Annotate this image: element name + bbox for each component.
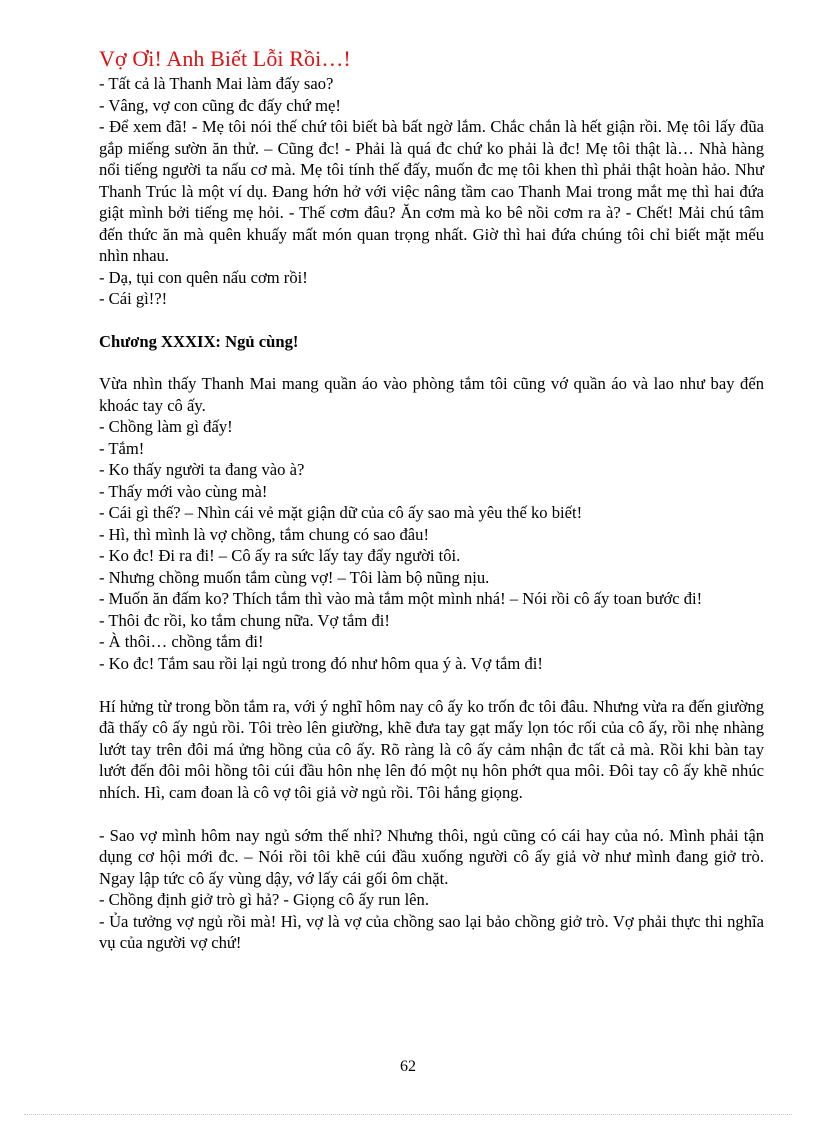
dialogue-line: - Thấy mới vào cùng mà! [99, 481, 268, 501]
dialogue-line: - Chồng làm gì đấy! [99, 417, 233, 436]
document-page [99, 46, 764, 954]
dialogue-line: - Tất cả là Thanh Mai làm đấy sao? [99, 74, 334, 93]
dialogue-line: - Ko thấy người ta đang vào à? [99, 460, 305, 479]
paragraph: - Ủa tưởng vợ ngủ rồi mà! Hì, vợ là vợ của chồng sao lại bảo chồng giở trò. Vợ phải thực thi nghĩa vụ của người vợ chứ! [99, 911, 764, 952]
paragraph-gap [99, 674, 764, 696]
chapter-title: Chương XXXIX: Ngủ cùng! [99, 331, 299, 351]
dialogue-line: - Ko đc! Đi ra đi! – Cô ấy ra sức lấy tay đẩy người tôi. [99, 546, 461, 565]
dialogue-line: - Nhưng chồng muốn tắm cùng vợ! – Tôi làm bộ nũng nịu. [99, 567, 490, 587]
dialogue-line: - Thôi đc rồi, ko tắm chung nữa. Vợ tắm đi! [99, 610, 390, 630]
paragraph: - Sao vợ mình hôm nay ngủ sớm thế nhỉ? Nhưng thôi, ngủ cũng có cái hay của nó. Mình phải tận dụng cơ hội mới đc. – Nói rồi tôi khẽ cúi đầu xuống người cô ấy giả vờ như mình đang giở trò. Ngay lập tức cô ấy vùng dậy, vớ lấy cái gối ôm chặt. [99, 825, 764, 888]
paragraph: - Để xem đã! - Mẹ tôi nói thế chứ tôi biết bà bất ngờ lắm. Chắc chắn là hết giận rồi. Mẹ tôi lấy đũa gắp miếng sườn ăn thử. – Cũng đc! - Phải là quá đc chứ ko phải là đc! Mẹ tôi thật là… Nhà hàng nổi tiếng người ta nấu cơ mà. Mẹ tôi tính thế đấy, muốn đc mẹ tôi khen thì phải thật hoàn hảo. Như Thanh Trúc là một ví dụ. Đang hớn hở với việc nâng tầm cao Thanh Mai trong mắt mẹ thì hai đứa giật mình bởi tiếng mẹ hỏi. - Thế cơm đâu? Ăn cơm mà ko bê nồi cơm ra à? - Chết! Mải chú tâm đến thức ăn mà quên khuấy mất món quan trọng nhất. Giờ thì hai đứa chúng tôi chỉ biết mặt mếu nhìn nhau. [99, 117, 764, 265]
paragraph: - Muốn ăn đấm ko? Thích tắm thì vào mà tắm một mình nhá! – Nói rồi cô ấy toan bước đi! [99, 589, 703, 608]
paragraph: Hí hửng từ trong bồn tắm ra, với ý nghĩ hôm nay cô ấy ko trốn đc tôi đâu. Nhưng vừa ra đến giường đã thấy cô ấy ngủ rồi. Tôi trèo lên giường, khẽ đưa tay gạt mấy lọn tóc rối của cô ấy, rồi nhẹ nhàng lướt tay trên đôi má ửng hồng của cô ấy. Rõ ràng là cô ấy cảm nhận đc tất cả mà. Rồi khi bàn tay lướt đến đôi môi hồng tôi cúi đầu hôn nhẹ lên đó một nụ hôn phớt qua môi. Đôi tay cô ấy khẽ nhúc nhích. Hì, cam đoan là cô vợ tôi giả vờ ngủ rồi. Tôi hắng giọng. [99, 696, 764, 802]
dialogue-line: - À thôi… chồng tắm đi! [99, 632, 264, 651]
dialogue-line: - Hì, thì mình là vợ chồng, tắm chung có sao đâu! [99, 524, 429, 544]
dialogue-line: - Dạ, tụi con quên nấu cơm rồi! [99, 267, 308, 287]
paragraph: Vừa nhìn thấy Thanh Mai mang quần áo vào phòng tắm tôi cũng vớ quần áo và lao như bay đến khoác tay cô ấy. [99, 374, 764, 415]
dialogue-line: - Vâng, vợ con cũng đc đấy chứ mẹ! [99, 95, 341, 115]
dialogue-line: - Cái gì thế? – Nhìn cái vẻ mặt giận dữ của cô ấy sao mà yêu thế ko biết! [99, 503, 583, 522]
header-title: Vợ Ơi! Anh Biết Lỗi Rồi…! [99, 46, 351, 71]
page-number: 62 [400, 1058, 416, 1075]
paragraph-gap [99, 803, 764, 825]
page-bottom-divider [24, 1114, 792, 1115]
dialogue-line: - Tắm! [99, 438, 145, 458]
dialogue-line: - Cái gì!?! [99, 289, 168, 308]
dialogue-line: - Chồng định giở trò gì hả? - Giọng cô ấy run lên. [99, 890, 429, 909]
dialogue-line: - Ko đc! Tắm sau rồi lại ngủ trong đó như hôm qua ý à. Vợ tắm đi! [99, 653, 543, 673]
